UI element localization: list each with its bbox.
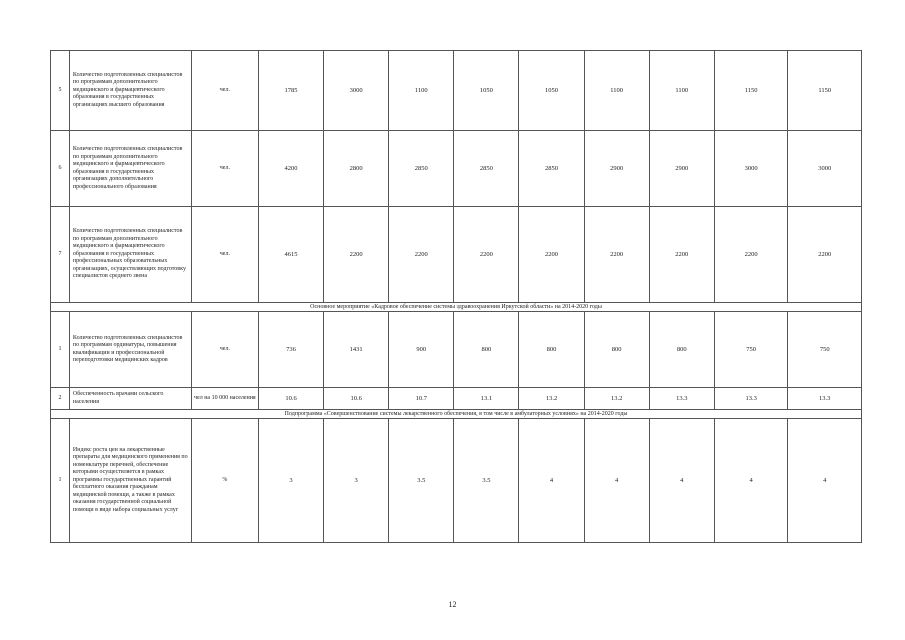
value-cell: 2200: [649, 207, 714, 303]
value-cell: 4615: [258, 207, 323, 303]
row-number: 5: [51, 51, 70, 131]
table-row: [51, 388, 862, 410]
indicator-name: Количество подготовленных специалистов по программам дополнительного медицинского и фармацевтического образования в государственных профессиональных образовательных организациях, осуществляющих подготовку специалистов среднего звена: [69, 207, 191, 303]
page-number: 12: [448, 600, 457, 609]
value-cell: 10.6: [258, 388, 323, 410]
unit-cell: чел.: [191, 207, 258, 303]
unit-cell: чел.: [191, 131, 258, 207]
value-cell: 1100: [389, 51, 454, 131]
row-number: 2: [51, 388, 70, 410]
indicator-name: Количество подготовленных специалистов по программам ординатуры, повышения квалификации и профессиональной переподготовки медицинских кадров: [69, 312, 191, 388]
value-cell: 1050: [519, 51, 584, 131]
value-cell: 13.3: [788, 388, 862, 410]
row-number: 1: [51, 419, 70, 543]
value-cell: 1150: [714, 51, 788, 131]
value-cell: 750: [714, 312, 788, 388]
value-cell: 13.3: [714, 388, 788, 410]
value-cell: 2200: [389, 207, 454, 303]
unit-cell: чел.: [191, 312, 258, 388]
section-title: Подпрограмма «Совершенствование системы лекарственного обеспечения, в том числе в амбулаторных условиях» на 2014-2020 годы: [51, 410, 862, 419]
value-cell: 10.7: [389, 388, 454, 410]
row-number: 1: [51, 312, 70, 388]
section-row: [51, 303, 862, 312]
value-cell: 2200: [714, 207, 788, 303]
value-cell: 800: [454, 312, 519, 388]
value-cell: 13.2: [519, 388, 584, 410]
value-cell: 1785: [258, 51, 323, 131]
value-cell: 1050: [454, 51, 519, 131]
value-cell: 2900: [649, 131, 714, 207]
row-number: 6: [51, 131, 70, 207]
table-row: [51, 51, 862, 131]
value-cell: 2800: [324, 131, 389, 207]
value-cell: 13.3: [649, 388, 714, 410]
value-cell: 2200: [584, 207, 649, 303]
value-cell: 1431: [324, 312, 389, 388]
value-cell: 2850: [454, 131, 519, 207]
value-cell: 1150: [788, 51, 862, 131]
value-cell: 736: [258, 312, 323, 388]
value-cell: 2200: [324, 207, 389, 303]
value-cell: 3000: [714, 131, 788, 207]
value-cell: 2850: [519, 131, 584, 207]
value-cell: 2850: [389, 131, 454, 207]
value-cell: 4: [788, 419, 862, 543]
value-cell: 2200: [519, 207, 584, 303]
value-cell: 750: [788, 312, 862, 388]
value-cell: 4: [584, 419, 649, 543]
indicators-table: [50, 50, 862, 543]
indicator-name: Индекс роста цен на лекарственные препараты для медицинского применения по номенклатуре перечней, обеспечение которыми осуществляется в рамках программы государственных гарантий бесплатного оказания гражданам медицинской помощи, а также в рамках оказания государственной социальной помощи в виде набора социальных услуг: [69, 419, 191, 543]
value-cell: 3000: [788, 131, 862, 207]
indicator-name: Количество подготовленных специалистов по программам дополнительного медицинского и фармацевтического образования в государственных организациях высшего образования: [69, 51, 191, 131]
value-cell: 800: [519, 312, 584, 388]
section-row: [51, 410, 862, 419]
value-cell: 10.6: [324, 388, 389, 410]
unit-cell: чел на 10 000 населения: [191, 388, 258, 410]
value-cell: 4: [519, 419, 584, 543]
table-row: [51, 131, 862, 207]
value-cell: 3: [324, 419, 389, 543]
table-row: [51, 419, 862, 543]
value-cell: 3.5: [389, 419, 454, 543]
section-title: Основное мероприятие «Кадровое обеспечение системы здравоохранения Иркутской области» на 2014-2020 годы: [51, 303, 862, 312]
value-cell: 3: [258, 419, 323, 543]
value-cell: 800: [584, 312, 649, 388]
unit-cell: %: [191, 419, 258, 543]
value-cell: 900: [389, 312, 454, 388]
table-row: [51, 312, 862, 388]
row-number: 7: [51, 207, 70, 303]
value-cell: 2200: [788, 207, 862, 303]
value-cell: 800: [649, 312, 714, 388]
value-cell: 3000: [324, 51, 389, 131]
value-cell: 2200: [454, 207, 519, 303]
value-cell: 3.5: [454, 419, 519, 543]
value-cell: 13.2: [584, 388, 649, 410]
value-cell: 1100: [584, 51, 649, 131]
indicator-name: Количество подготовленных специалистов по программам дополнительного медицинского и фармацевтического образования в государственных организациях дополнительного профессионального образования: [69, 131, 191, 207]
value-cell: 1100: [649, 51, 714, 131]
value-cell: 4: [714, 419, 788, 543]
value-cell: 4200: [258, 131, 323, 207]
value-cell: 13.1: [454, 388, 519, 410]
value-cell: 4: [649, 419, 714, 543]
unit-cell: чел.: [191, 51, 258, 131]
indicator-name: Обеспеченность врачами сельского населения: [69, 388, 191, 410]
table-row: [51, 207, 862, 303]
value-cell: 2900: [584, 131, 649, 207]
